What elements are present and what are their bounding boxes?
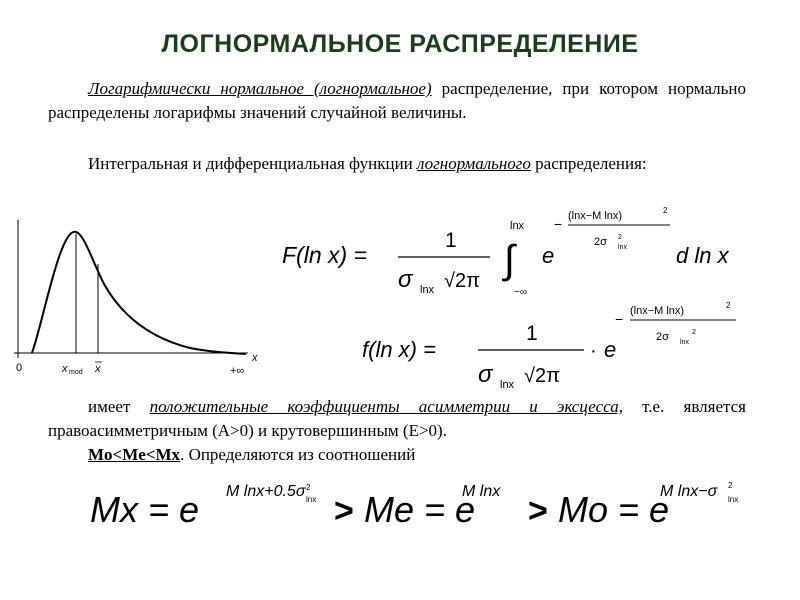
formula-f-exp-den-sub: lnx: [680, 339, 689, 346]
formula-gt-2: >: [528, 492, 548, 530]
formula-me: Me = e: [364, 489, 476, 530]
formula-f-lhs: f(ln x) =: [362, 337, 436, 362]
formula-f-sigma: σ: [478, 361, 493, 388]
formula-F-exp-num-sq: 2: [663, 206, 668, 215]
formula-F-exp-minus: −: [554, 216, 563, 232]
formula-F-integral-sign: ∫: [504, 238, 515, 282]
xmod-label: x: [62, 363, 68, 375]
formula-f-exp-den-sq: 2: [692, 329, 696, 336]
xbar-label: x: [95, 363, 101, 375]
lognormal-density-plot: [0, 220, 280, 390]
formula-mx-exp-sub: lnx: [306, 495, 317, 504]
paragraph-definition: [48, 77, 746, 125]
x-axis-label: x: [252, 352, 258, 364]
paragraph-asymmetry: [48, 395, 746, 443]
formula-F-exp-num: (lnx−M lnx): [568, 210, 623, 222]
formula-f-sigma-sub: lnx: [500, 379, 515, 391]
formula-f-numerator: 1: [526, 322, 538, 345]
asymmetry-rest: т.е. является правоасимметричным (А>0) и крутовершинным (Е>0).: [48, 397, 746, 440]
formula-f-exp-num-sq: 2: [726, 302, 731, 310]
formula-f-exp-den: 2σ: [656, 331, 669, 343]
formula-f-dot: ·: [590, 340, 597, 362]
functions-text: Интегральная и дифференциальная функции: [88, 154, 418, 173]
formula-mx-me-mo: [88, 472, 758, 536]
formula-F-sigma-sub: lnx: [420, 284, 435, 296]
formula-f-e: e: [604, 337, 617, 362]
paragraph-relation: [48, 443, 746, 467]
formula-f-sqrt: √2π: [524, 365, 560, 387]
formula-F-upper-limit: lnx: [510, 220, 525, 232]
formula-mo: Mo = e: [558, 489, 670, 530]
formula-mo-exp-sq: 2: [728, 481, 733, 490]
formula-density-f: [360, 302, 750, 392]
formula-gt-1: >: [334, 492, 354, 530]
formula-f-exp-minus: −: [615, 311, 624, 327]
xmod-sub: mod: [69, 369, 83, 376]
page-title: ЛОГНОРМАЛЬНОЕ РАСПРЕДЕЛЕНИЕ: [161, 30, 639, 58]
formula-F-differential: d ln x: [676, 243, 729, 268]
inf-label: +∞: [230, 365, 245, 377]
paragraph-functions: [48, 152, 746, 176]
term-positive-coefficients: положительные коэффициенты асимметрии и эксцесса,: [149, 397, 623, 416]
formula-f-exp-num: (lnx−M lnx): [630, 305, 685, 317]
formula-mx-exp-sq: 2: [306, 483, 311, 492]
term-lognormal: Логарифмически нормальное (логнормальное): [88, 79, 432, 98]
formula-mx-exp: M lnx+0.5σ: [226, 483, 306, 500]
relation-rest: . Определяются из соотношений: [180, 445, 416, 464]
formula-mo-exp-sub: lnx: [728, 495, 739, 504]
formula-F-lower-limit: −∞: [514, 287, 527, 298]
formula-mx: Mx = e: [90, 489, 200, 530]
formula-F-exp-den: 2σ: [594, 236, 607, 248]
origin-label: 0: [16, 362, 23, 374]
formula-me-exp: M lnx: [462, 483, 501, 500]
formula-F-e: e: [542, 243, 555, 268]
formula-mo-exp: M lnx−σ: [660, 483, 718, 500]
formula-integral-F: [280, 205, 750, 305]
functions-rest: распределения:: [530, 154, 647, 173]
asymmetry-pre: имеет: [88, 397, 150, 416]
formula-F-numerator: 1: [445, 229, 457, 252]
term-mo-me-mx: Mo<Me<Mx: [88, 445, 181, 464]
density-curve: [32, 232, 246, 354]
formula-F-sigma: σ: [398, 266, 413, 293]
link-lognormal[interactable]: логнормального: [417, 154, 531, 173]
definition-text: распределение, при котором нормально распределены логарифмы значений случайной величины.: [48, 79, 746, 122]
formula-F-exp-den-sub: lnx: [618, 244, 627, 251]
formula-F-lhs: F(ln x) =: [282, 242, 367, 268]
formula-F-sqrt: √2π: [444, 270, 480, 292]
formula-F-exp-den-sq: 2: [618, 234, 622, 241]
